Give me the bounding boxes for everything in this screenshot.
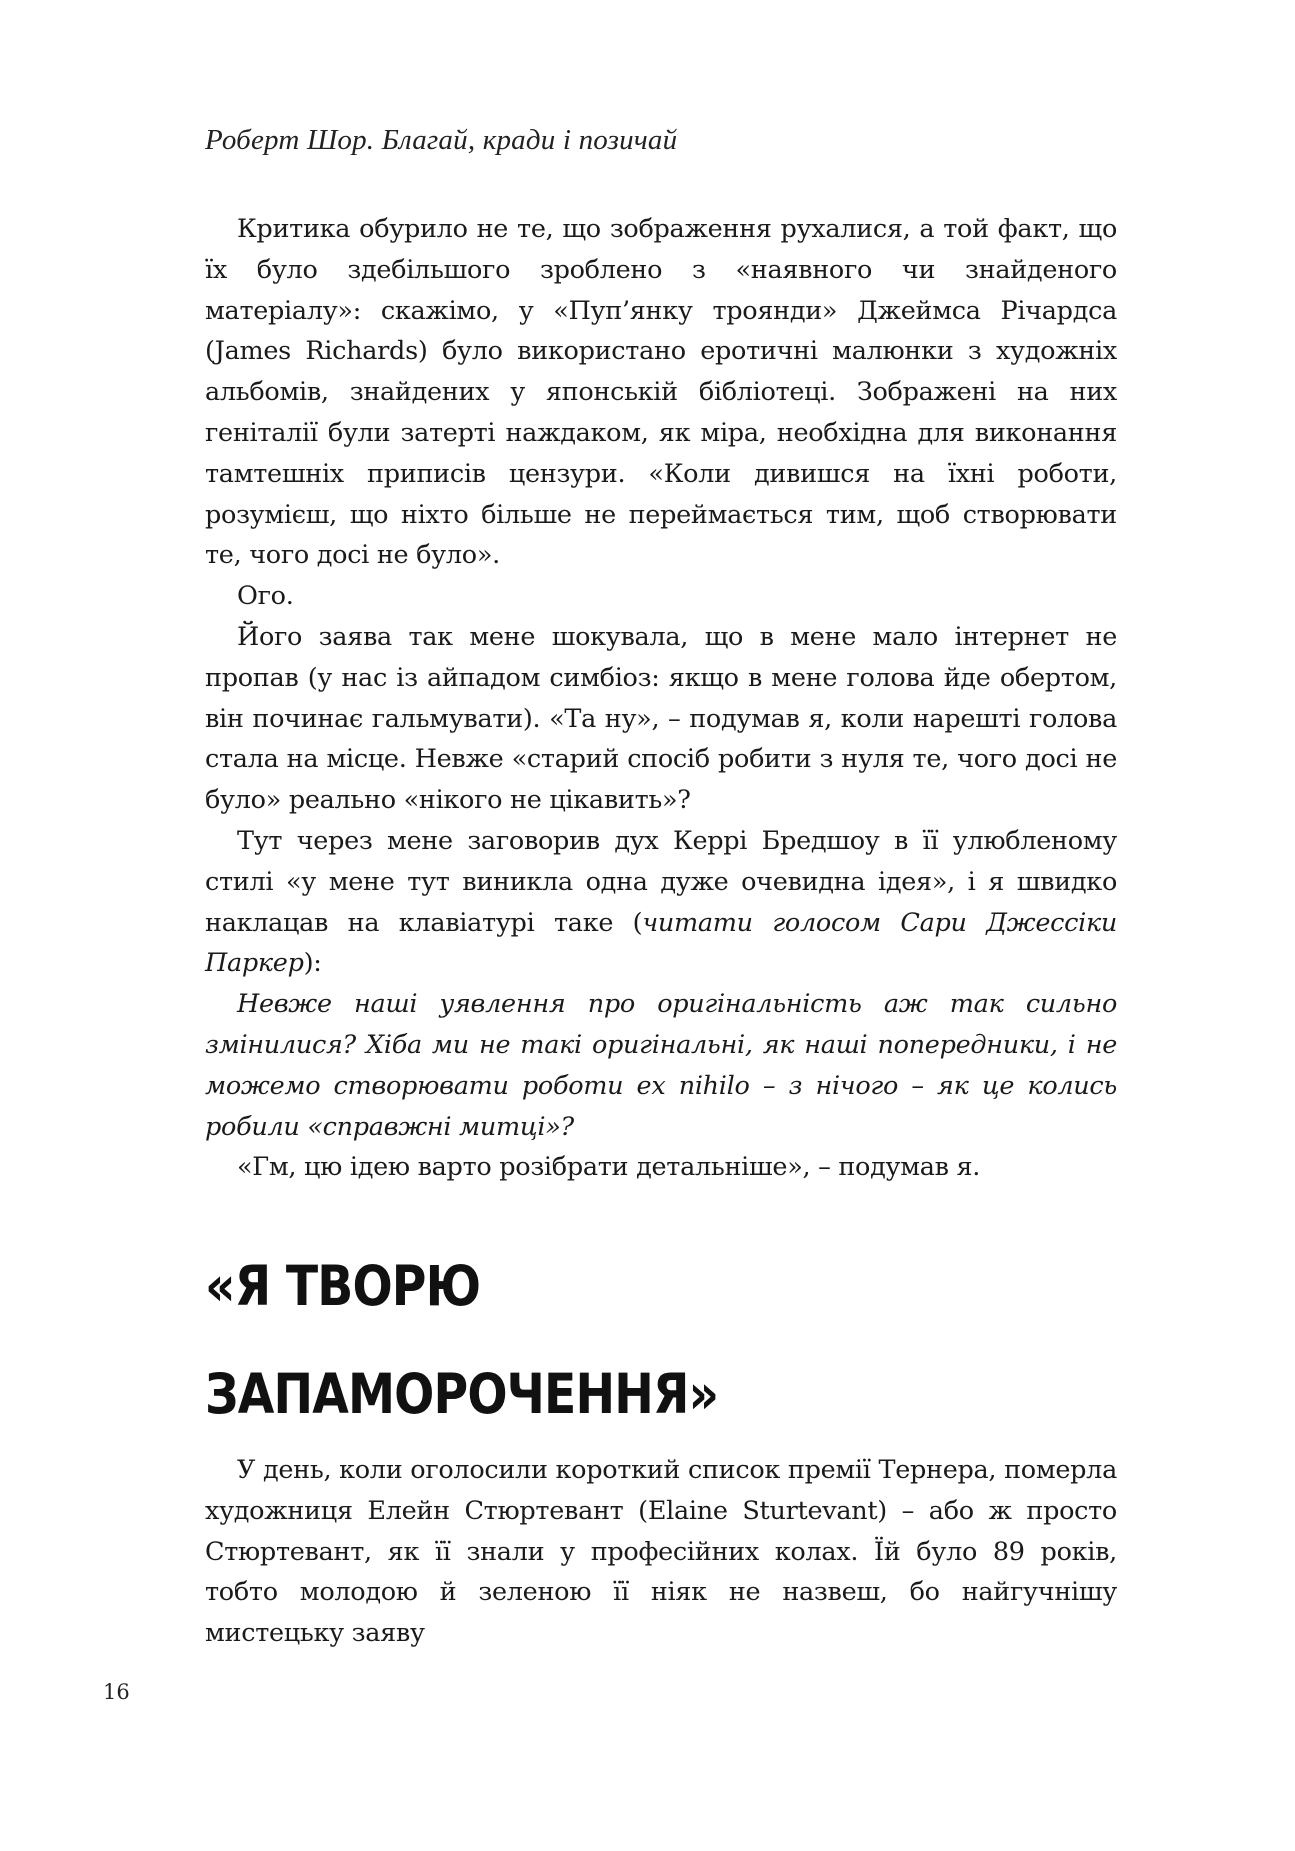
page-number: 16	[103, 1680, 130, 1704]
section-heading-line-2: ЗАПАМОРОЧЕННЯ»	[205, 1362, 719, 1426]
section-heading	[205, 1232, 979, 1448]
text-block-intro	[205, 209, 1117, 1188]
paragraph-carrie-bradshaw	[205, 821, 1117, 984]
paragraph-sturtevant: У день, коли оголосили короткий список премії Тернера, померла художниця Елейн Стюртевант (Elaine Sturtevant) – або ж просто Стюртевант, як її знали у професійних колах. Їй було 89 років, тобто молодою й зеленою її ніяк не назвеш, бо найгучнішу мистецьку заяву	[205, 1455, 1117, 1649]
paragraph-idea: «Гм, цю ідею варто розібрати детальніше», – подумав я.	[237, 1152, 981, 1183]
paragraph-carrie-italic: читати голосом Сари Джессіки Паркер	[205, 907, 1117, 979]
text-block-sturtevant	[205, 1450, 1117, 1654]
paragraph-carrie-text-end: ):	[303, 948, 322, 979]
paragraph-exclamation: Ого.	[237, 581, 294, 612]
section-heading-line-1: «Я ТВОРЮ	[205, 1254, 481, 1318]
paragraph-critic: Критика обурило не те, що зображення рухалися, а той факт, що їх було здебільшого зроблено з «наявного чи знайденого матеріалу»: скажімо, у «Пуп’янку троянди» Джеймса Річардса (James Richards) було використано еротичні малюнки з художніх альбомів, знайдених у японській бібліотеці. Зображені на них геніталії були затерті наждаком, як міра, необхідна для виконання тамтешніх приписів цензури. «Коли дивишся на їхні роботи, розумієш, що ніхто більше не переймається тим, щоб створювати те, чого досі не було».	[205, 214, 1117, 571]
paragraph-originality-question: Невже наші уявлення про оригінальність аж так сильно змінилися? Хіба ми не такі оригінальні, як наші попередники, і не можемо створювати роботи ex nihilo – з нічого – як це колись робили «справжні митці»?	[205, 989, 1117, 1142]
paragraph-shock: Його заява так мене шокувала, що в мене мало інтернет не пропав (у нас із айпадом симбіоз: якщо в мене голова йде обертом, він починає гальмувати). «Та ну», – подумав я, коли нарешті голова стала на місце. Невже «старий спосіб робити з нуля те, чого досі не було» реально «нікого не цікавить»?	[205, 621, 1117, 816]
running-header: Роберт Шор. Благай, кради і позичай	[205, 124, 678, 156]
paragraph-carrie-text-start: Тут через мене заговорив дух Керрі Бредшоу в її улюбленому стилі «у мене тут виникла одна дуже очевидна ідея», і я швидко наклацав на клавіатурі таке (	[205, 825, 1117, 938]
